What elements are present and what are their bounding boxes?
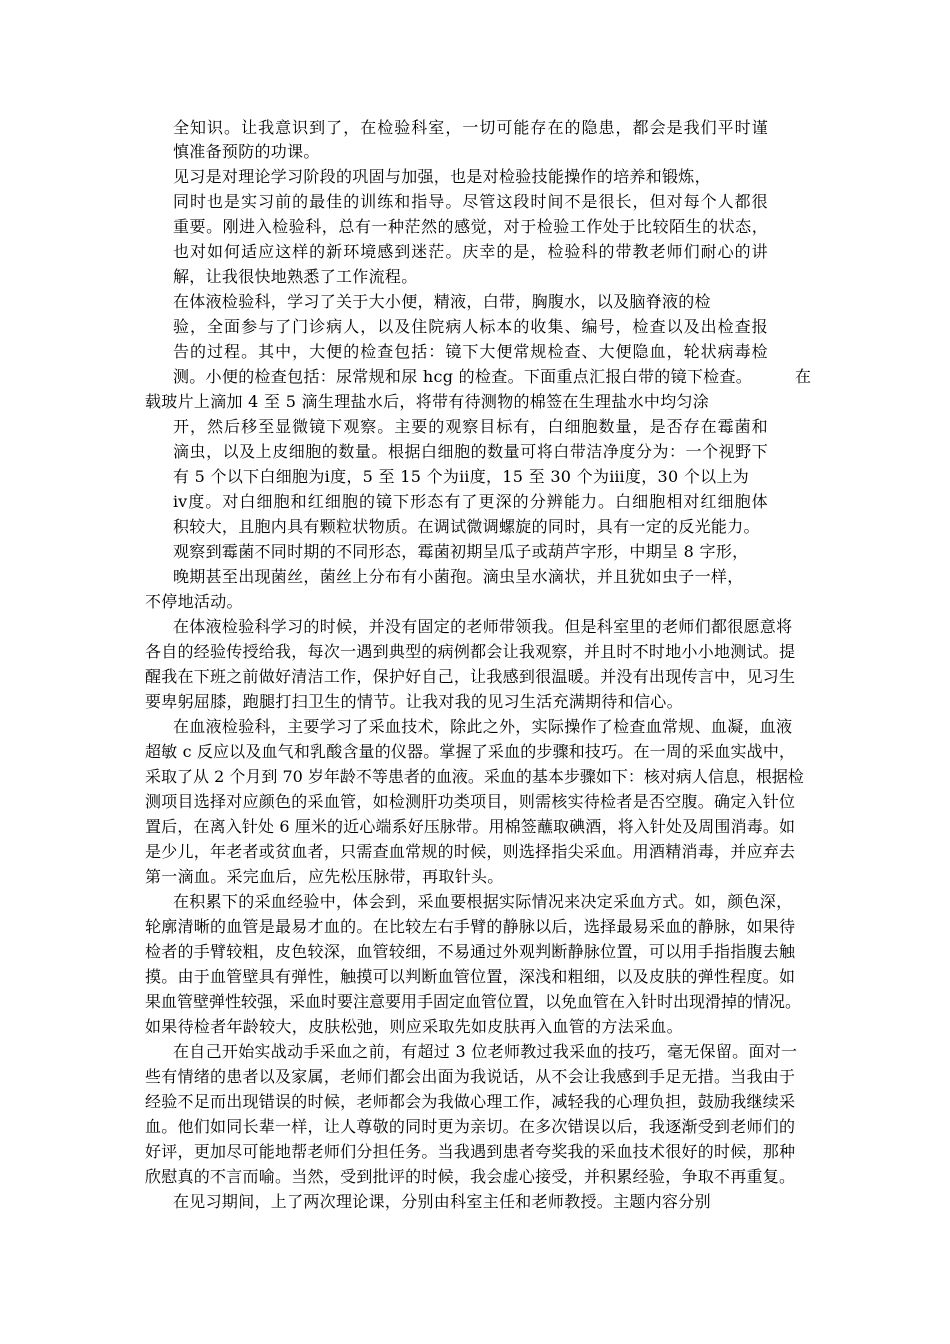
paragraph-line: 好评，更加尽可能地帮老师们分担任务。当我遇到患者夸奖我的采血技术很好的时候，那种 bbox=[145, 1142, 795, 1161]
paragraph-line: 在积累下的采血经验中，体会到，采血要根据实际情况来决定采血方式。如，颜色深， bbox=[173, 892, 793, 911]
paragraph-line: 检者的手臂较粗，皮色较深，血管较细，不易通过外观判断静脉位置，可以用手指指腹去触 bbox=[145, 942, 795, 961]
text-line: 开，然后移至显微镜下观察。主要的观察目标有，白细胞数量，是否存在霉菌和 bbox=[173, 417, 768, 436]
text-line: 测。小便的检查包括：尿常规和尿 hcg 的检查。下面重点汇报白带的镜下检查。 bbox=[173, 367, 753, 386]
paragraph-line: 摸。由于血管壁具有弹性，触摸可以判断血管位置，深浅和粗细，以及皮肤的弹性程度。如 bbox=[145, 967, 795, 986]
text-line: 积较大，且胞内具有颗粒状物质。在调试微调螺旋的同时，具有一定的反光能力。 bbox=[173, 517, 760, 536]
text-line: 告的过程。其中，大便的检查包括：镜下大便常规检查、大便隐血，轮状病毒检 bbox=[173, 342, 768, 361]
text-line: 慎准备预防的功课。 bbox=[173, 142, 320, 161]
text-line-tail: 在 bbox=[795, 367, 812, 386]
paragraph-line: 置后，在离入针处 6 厘米的近心端系好压脉带。用棉签蘸取碘酒，将入针处及周围消毒。如 bbox=[145, 817, 795, 836]
text-line: 在体液检验科，学习了关于大小便，精液，白带，胸腹水，以及脑脊液的检 bbox=[173, 292, 711, 311]
text-line: 也对如何适应这样的新环境感到迷茫。庆幸的是，检验科的带教老师们耐心的讲 bbox=[173, 242, 768, 261]
paragraph-line: 些有情绪的患者以及家属，老师们都会出面为我说话，从不会让我感到手足无措。当我由于 bbox=[145, 1067, 795, 1086]
paragraph-line: 在自己开始实战动手采血之前，有超过 3 位老师教过我采血的技巧，毫无保留。面对一 bbox=[173, 1042, 798, 1061]
text-line: 重要。刚进入检验科，总有一种茫然的感觉，对于检验工作处于比较陌生的状态， bbox=[173, 217, 768, 236]
text-line: 有 5 个以下白细胞为ⅰ度，5 至 15 个为ⅱ度，15 至 30 个为ⅲ度，30 个以上为 bbox=[173, 467, 750, 486]
text-line: 解，让我很快地熟悉了工作流程。 bbox=[173, 267, 418, 286]
paragraph-line: 轮廓清晰的血管是最易才血的。在比较左右手臂的静脉以后，选择最易采血的静脉，如果待 bbox=[145, 917, 795, 936]
text-line: 同时也是实习前的最佳的训练和指导。尽管这段时间不是很长，但对每个人都很 bbox=[173, 192, 768, 211]
text-line: 载玻片上滴加 4 至 5 滴生理盐水后，将带有待测物的棉签在生理盐水中均匀涂 bbox=[145, 392, 710, 411]
paragraph-line: 各自的经验传授给我，每次一遇到典型的病例都会让我观察，并且时不时地小小地测试。提 bbox=[145, 642, 795, 661]
paragraph-line: 要卑躬屈膝，跑腿打扫卫生的情节。让我对我的见习生活充满期待和信心。 bbox=[145, 692, 683, 711]
paragraph-line: 果血管壁弹性较强，采血时要注意要用手固定血管位置，以免血管在入针时出现滑掉的情况。 bbox=[145, 992, 802, 1011]
paragraph-line: 如果待检者年龄较大，皮肤松弛，则应采取先如皮肤再入血管的方法采血。 bbox=[145, 1017, 683, 1036]
text-line: 全知识。让我意识到了，在检验科室，一切可能存在的隐患，都会是我们平时谨 bbox=[173, 118, 768, 137]
paragraph-line: 第一滴血。采完血后，应先松压脉带，再取针头。 bbox=[145, 867, 504, 886]
text-line: 见习是对理论学习阶段的巩固与加强，也是对检验技能操作的培养和锻炼， bbox=[173, 167, 711, 186]
paragraph-line: 是少儿，年老者或贫血者，只需查血常规的时候，则选择指尖采血。用酒精消毒，并应弃去 bbox=[145, 842, 795, 861]
paragraph-line: 超敏 c 反应以及血气和乳酸含量的仪器。掌握了采血的步骤和技巧。在一周的采血实战中， bbox=[145, 742, 795, 761]
paragraph-line: 在血液检验科，主要学习了采血技术，除此之外，实际操作了检查血常规、血凝，血液 bbox=[173, 717, 793, 736]
paragraph-line: 醒我在下班之前做好清洁工作，保护好自己，让我感到很温暖。并没有出现传言中，见习生 bbox=[145, 667, 795, 686]
text-line: ⅳ度。对白细胞和红细胞的镜下形态有了更深的分辨能力。白细胞相对红细胞体 bbox=[173, 492, 768, 511]
paragraph-line: 欣慰真的不言而喻。当然，受到批评的时候，我会虚心接受，并积累经验，争取不再重复。 bbox=[145, 1167, 795, 1186]
paragraph-line: 采取了从 2 个月到 70 岁年龄不等患者的血液。采血的基本步骤如下：核对病人信息，根据检 bbox=[145, 767, 804, 786]
paragraph-line: 在体液检验科学习的时候，并没有固定的老师带领我。但是科室里的老师们都很愿意将 bbox=[173, 617, 793, 636]
paragraph-line: 在见习期间，上了两次理论课，分别由科室主任和老师教授。主题内容分别 bbox=[173, 1192, 711, 1211]
text-line: 晚期甚至出现菌丝，菌丝上分布有小菌孢。滴虫呈水滴状，并且犹如虫子一样， bbox=[173, 567, 744, 586]
text-line: 滴虫，以及上皮细胞的数量。根据白细胞的数量可将白带洁净度分为：一个视野下 bbox=[173, 442, 768, 461]
text-line: 不停地活动。 bbox=[145, 592, 243, 611]
paragraph-line: 血。他们如同长辈一样，让人尊敬的同时更为亲切。在多次错误以后，我逐渐受到老师们的 bbox=[145, 1117, 795, 1136]
text-line: 观察到霉菌不同时期的不同形态，霉菌初期呈瓜子或葫芦字形，中期呈 8 字形， bbox=[173, 542, 749, 561]
text-line: 验，全面参与了门诊病人，以及住院病人标本的收集、编号，检查以及出检查报 bbox=[173, 317, 768, 336]
paragraph-line: 测项目选择对应颜色的采血管，如检测肝功类项目，则需核实待检者是否空腹。确定入针位 bbox=[145, 792, 795, 811]
paragraph-line: 经验不足而出现错误的时候，老师都会为我做心理工作，减轻我的心理负担，鼓励我继续采 bbox=[145, 1092, 795, 1111]
